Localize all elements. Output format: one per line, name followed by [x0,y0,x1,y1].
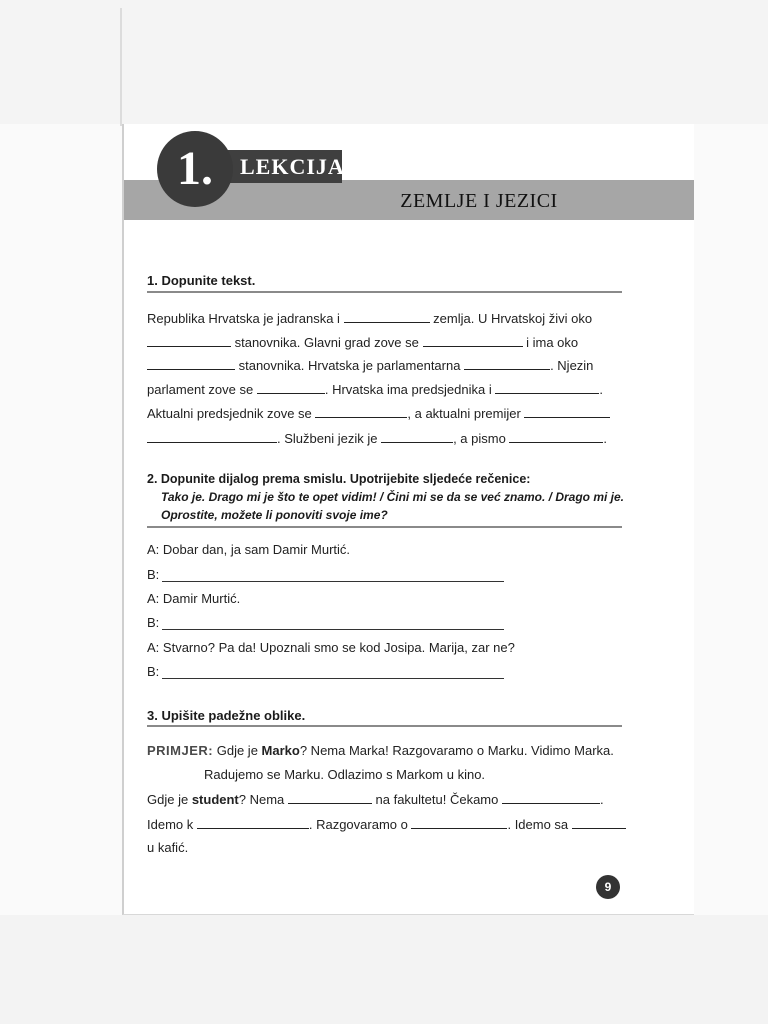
dialog-answer-line[interactable] [162,678,504,679]
section-3-title: 3. Upišite padežne oblike. [147,708,306,723]
scan-margin-bottom [0,915,768,1024]
fill-blank[interactable] [464,357,550,370]
dialog-answer-line[interactable] [162,581,504,582]
dialog-line-2: B: [147,567,160,582]
section-1-line-3: stanovnika. Hrvatska je parlamentarna . Njezin [147,357,593,373]
fill-blank[interactable] [197,816,309,829]
fill-blank[interactable] [147,334,231,347]
scan-edge-line [120,8,122,126]
page-number-badge: 9 [596,875,620,899]
dialog-line-1: A: Dobar dan, ja sam Damir Murtić. [147,542,351,557]
fill-blank[interactable] [495,381,599,394]
section-1-rule [147,291,622,293]
scan-margin-top [0,0,768,124]
fill-blank[interactable] [502,791,600,804]
dialog-line-4: B: [147,615,160,630]
section-1-title: 1. Dopunite tekst. [147,273,256,288]
dialog-line-5: A: Stvarno? Pa da! Upoznali smo se kod Josipa. Marija, zar ne? [147,640,515,655]
fill-blank[interactable] [381,430,453,443]
section-2-rule [147,526,622,528]
fill-blank[interactable] [524,405,610,418]
section-1-line-1: Republika Hrvatska je jadranska i zemlja. U Hrvatskoj živi oko [147,311,593,326]
section-1-line-2: stanovnika. Glavni grad zove se i ima oko [147,334,578,350]
fill-blank[interactable] [344,310,430,323]
section-1-line-5: Aktualni predsjednik zove se , a aktualni premijer [147,405,610,421]
fill-blank[interactable] [147,430,277,443]
task-line-1: Gdje je student? Nema na fakultetu! Čekamo . [147,792,604,807]
fill-blank[interactable] [257,381,325,394]
section-2-sentences-2: Oprostite, možete li ponoviti svoje ime? [161,508,388,522]
dialog-line-3: A: Damir Murtić. [147,591,241,606]
fill-blank[interactable] [509,430,603,443]
example-line-1: PRIMJER: Gdje je Marko? Nema Marka! Razgovaramo o Marku. Vidimo Marka. [147,743,614,758]
dialog-answer-line[interactable] [162,629,504,630]
fill-blank[interactable] [147,357,235,370]
task-line-2: Idemo k . Razgovaramo o . Idemo sa [147,816,626,832]
workbook-page [122,124,694,915]
section-1-line-4: parlament zove se . Hrvatska ima predsjednika i . [147,382,603,397]
example-line-2: Radujemo se Marku. Odlazimo s Markom u kino. [204,767,486,782]
section-2-title: 2. Dopunite dijalog prema smislu. Upotrijebite sljedeće rečenice: [147,472,531,486]
fill-blank[interactable] [315,405,407,418]
fill-blank[interactable] [288,791,372,804]
fill-blank[interactable] [411,816,507,829]
task-line-3: u kafić. [147,840,189,855]
section-2-sentences-1: Tako je. Drago mi je što te opet vidim! / Čini mi se da se već znamo. / Drago mi je. [161,490,625,504]
dialog-line-6: B: [147,664,160,679]
fill-blank[interactable] [423,334,523,347]
lesson-label: LEKCIJA [216,150,342,183]
chapter-title: ZEMLJE I JEZICI [400,190,558,212]
section-1-line-6: . Službeni jezik je , a pismo . [147,430,607,446]
example-label: PRIMJER: [147,743,214,758]
section-3-rule [147,725,622,727]
lesson-number-badge: 1. [157,131,233,207]
fill-blank[interactable] [572,816,626,829]
